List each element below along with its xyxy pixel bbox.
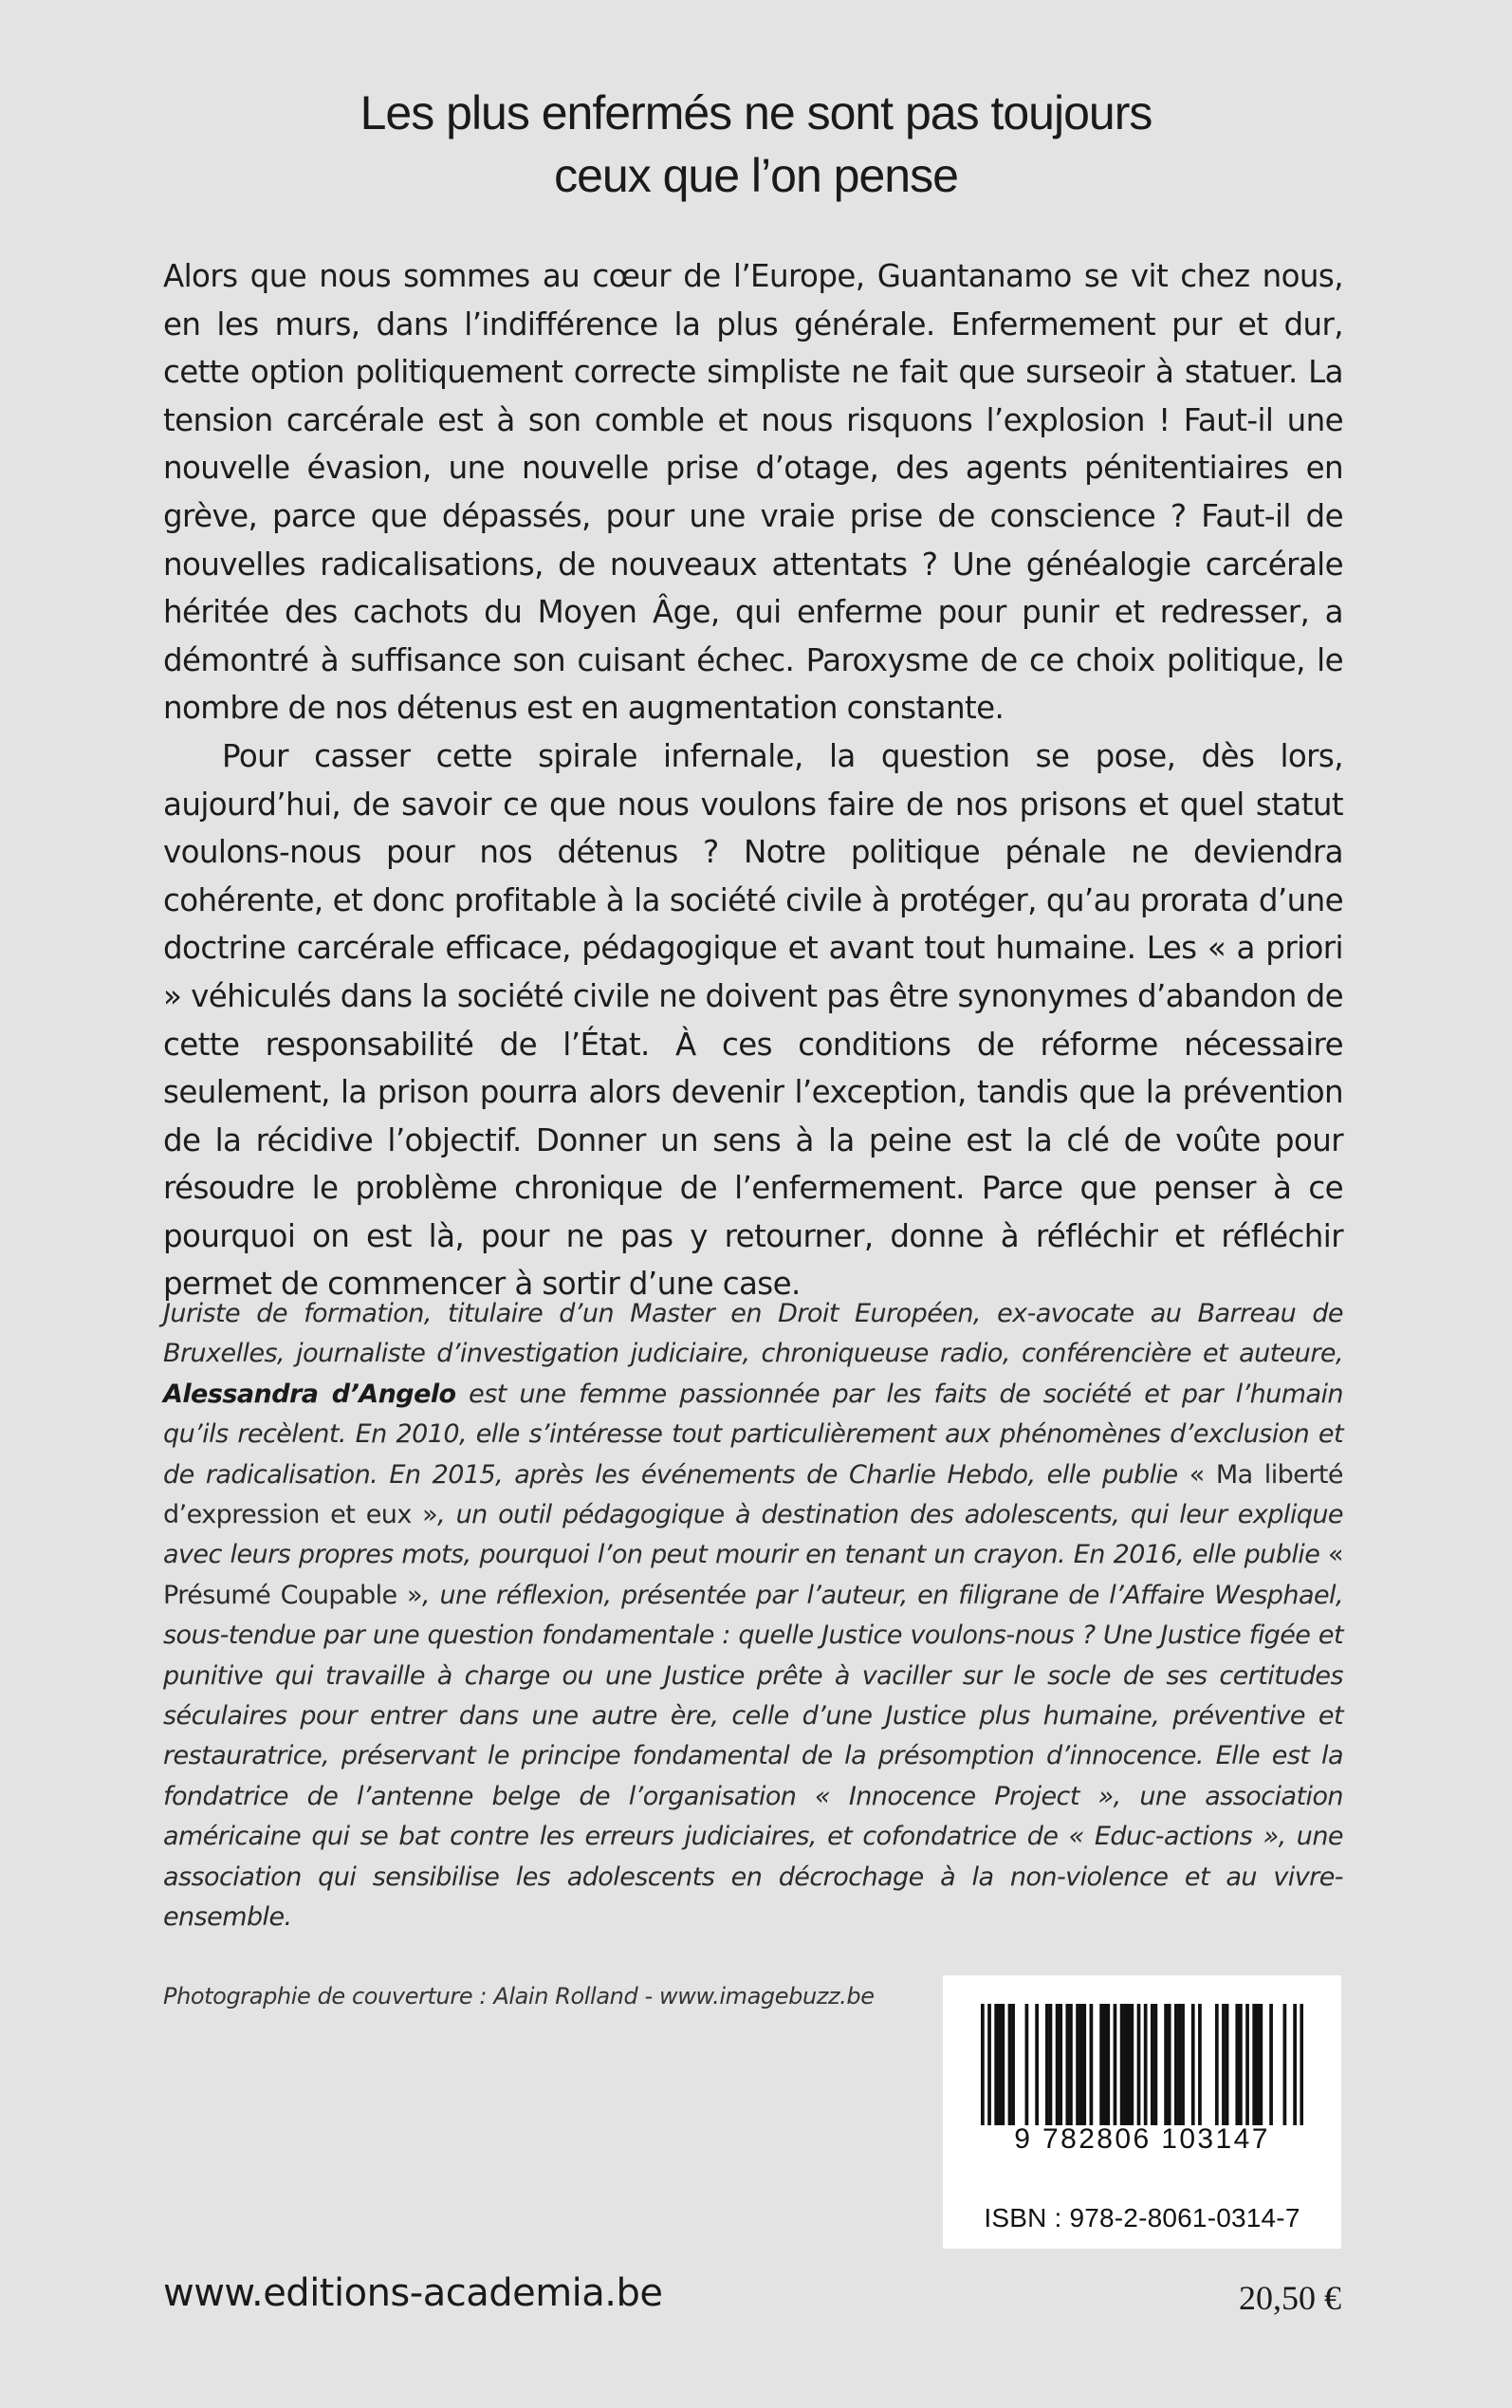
barcode-bar: [1049, 2004, 1053, 2125]
barcode-bar: [1293, 2004, 1297, 2125]
barcode-bar: [1252, 2004, 1256, 2125]
barcode-bar: [1069, 2004, 1073, 2125]
barcode-bar: [1106, 2004, 1110, 2125]
bio-text-3: , un outil pédagogique à destination des adolescents, qui leur explique avec leurs propres mots, pourquoi l’on peut mourir en tenant un crayon. En 2016, elle publie: [163, 1500, 1343, 1570]
barcode-bar: [1256, 2004, 1260, 2125]
barcode-bar: [1099, 2004, 1103, 2125]
barcode-bar: [1123, 2004, 1127, 2125]
biography-paragraph: [163, 1294, 1343, 1938]
barcode-bar: [1011, 2004, 1015, 2125]
barcode-bar: [1300, 2004, 1303, 2125]
barcode-bar: [1144, 2004, 1148, 2125]
barcode-bar: [987, 2004, 991, 2125]
bio-text-1: Juriste de formation, titulaire d’un Master en Droit Européen, ex-avocate au Barreau de Bruxelles, journaliste d’investigation judiciaire, chroniqueuse radio, conférencière et auteure,: [163, 1299, 1343, 1369]
barcode-bar: [1151, 2004, 1154, 2125]
barcode-bar: [1082, 2004, 1086, 2125]
barcode-bar: [1154, 2004, 1158, 2125]
barcode-bar: [1103, 2004, 1107, 2125]
barcode-bar: [1198, 2004, 1202, 2125]
publisher-website: www.editions-academia.be: [163, 2271, 663, 2315]
barcode-bar: [1259, 2004, 1263, 2125]
barcode-bar: [1090, 2004, 1094, 2125]
title-line-2: ceux que l’on pense: [554, 149, 958, 202]
photo-credit: Photographie de couverture : Alain Rolland - www.imagebuzz.be: [163, 1983, 875, 2010]
blurb-paragraph-2: Pour casser cette spirale infernale, la question se pose, dès lors, aujourd’hui, de savoir ce que nous voulons faire de nos prisons et quel statut voulons-nous pour nos détenus ? Notre politique pénale ne deviendra cohérente, et donc profitable à la société civile à protéger, qu’au prorata d’une doctrine carcérale efficace, pédagogique et avant tout humaine. Les « a priori » véhiculés dans la société civile ne doivent pas être synonymes d’abandon de cette responsabilité de l’État. À ces conditions de réforme nécessaire seulement, la prison pourra alors devenir l’exception, tandis que la prévention de la récidive l’objectif. Donner un sens à la peine est la clé de voûte pour résoudre le problème chronique de l’enfermement. Parce que penser à ce pourquoi on est là, pour ne pas y retourner, donne à réfléchir et réfléchir permet de commencer à sortir d’une case.: [163, 737, 1343, 1303]
bio-text-2: est une femme passionnée par les faits de société et par l’humain qu’ils recèlent. En 2010, elle s’intéresse tout particulièrement aux phénomènes d’exclusion et de radicalisation. En 2015, après les événements de Charlie Hebdo, elle publie: [163, 1379, 1343, 1490]
title-line-1: Les plus enfermés ne sont pas toujours: [360, 86, 1152, 139]
barcode-bar: [1239, 2004, 1243, 2125]
book-title-1: « Ma liberté d’expression et eux »: [163, 1459, 1343, 1530]
barcode-bar: [1120, 2004, 1124, 2125]
barcode-bar: [1137, 2004, 1141, 2125]
author-biography: [163, 1294, 1343, 1938]
barcode-bar: [1178, 2004, 1182, 2125]
barcode-bar: [1168, 2004, 1171, 2125]
barcode-bar: [1235, 2004, 1239, 2125]
barcode-bar: [1076, 2004, 1079, 2125]
book-title: [0, 82, 1512, 207]
barcode-bar: [1079, 2004, 1083, 2125]
bio-text-4: , une réflexion, présentée par l’auteur, en filigrane de l’Affaire Wesphael, sous-tendue par une question fondamentale : quelle Justice voulons-nous ? Une Justice figée et punitive qui travaille à charge ou une Justice prête à vaciller sur le socle de ses certitudes séculaires pour entrer dans une autre ère, celle d’une Justice plus humaine, préventive et restauratrice, préservant le principe fondamental de la présomption d’innocence. Elle est la fondatrice de l’antenne belge de l’organisation « Innocence Project », une association américaine qui se bat contre les erreurs judiciaires, et cofondatrice de « Educ-actions », une association qui sensibilise les adolescents en décrochage à la non-violence et au vivre-ensemble.: [163, 1580, 1343, 1933]
barcode-bar: [1130, 2004, 1134, 2125]
blurb-paragraph-1: Alors que nous sommes au cœur de l’Europe, Guantanamo se vit chez nous, en les murs, dans l’indifférence la plus générale. Enfermement pur et dur, cette option politiquement correcte simpliste ne fait que surseoir à statuer. La tension carcérale est à son comble et nous risquons l’explosion ! Faut-il une nouvelle évasion, une nouvelle prise d’otage, des agents pénitentiaires en grève, parce que dépassés, pour une vraie prise de conscience ? Faut-il de nouvelles radicalisations, de nouveaux attentats ? Une généalogie carcérale héritée des cachots du Moyen Âge, qui enferme pour punir et redresser, a démontré à suffisance son cuisant échec. Paroxysme de ce choix politique, le nombre de nos détenus est en augmentation constante.: [163, 258, 1343, 727]
price-label: 20,50 €: [1239, 2279, 1341, 2317]
barcode-bar: [1215, 2004, 1219, 2125]
blurb-text: [163, 252, 1343, 1308]
barcode-bar: [1127, 2004, 1131, 2125]
barcode-digits: 9 782806 103147: [1014, 2123, 1270, 2155]
barcode-bar: [1222, 2004, 1226, 2125]
barcode-bar: [1114, 2004, 1117, 2125]
barcode-bar: [994, 2004, 998, 2125]
barcode-bar: [1164, 2004, 1168, 2125]
barcode-bar: [1245, 2004, 1249, 2125]
barcode-bar: [1056, 2004, 1060, 2125]
barcode-bar: [1059, 2004, 1062, 2125]
barcode-panel: [943, 1975, 1341, 2249]
author-name: Alessandra d’Angelo: [163, 1379, 456, 1409]
barcode-bar: [1001, 2004, 1005, 2125]
barcode-bar: [1025, 2004, 1029, 2125]
barcode-bar: [998, 2004, 1002, 2125]
barcode-bar: [1008, 2004, 1012, 2125]
isbn-label: ISBN : 978-2-8061-0314-7: [984, 2203, 1300, 2232]
barcode-bar: [1065, 2004, 1069, 2125]
barcode-bar: [1035, 2004, 1039, 2125]
barcode-bar: [1283, 2004, 1287, 2125]
barcode-bar: [1174, 2004, 1178, 2125]
barcode-bar: [1269, 2004, 1273, 2125]
barcode-bar: [1181, 2004, 1185, 2125]
barcode-bar: [1191, 2004, 1195, 2125]
barcode-bar: [981, 2004, 985, 2125]
barcode-bar: [1045, 2004, 1049, 2125]
barcode-bar: [1226, 2004, 1229, 2125]
barcode-image: [981, 2004, 1303, 2125]
book-title-2: « Présumé Coupable »: [163, 1540, 1343, 1610]
